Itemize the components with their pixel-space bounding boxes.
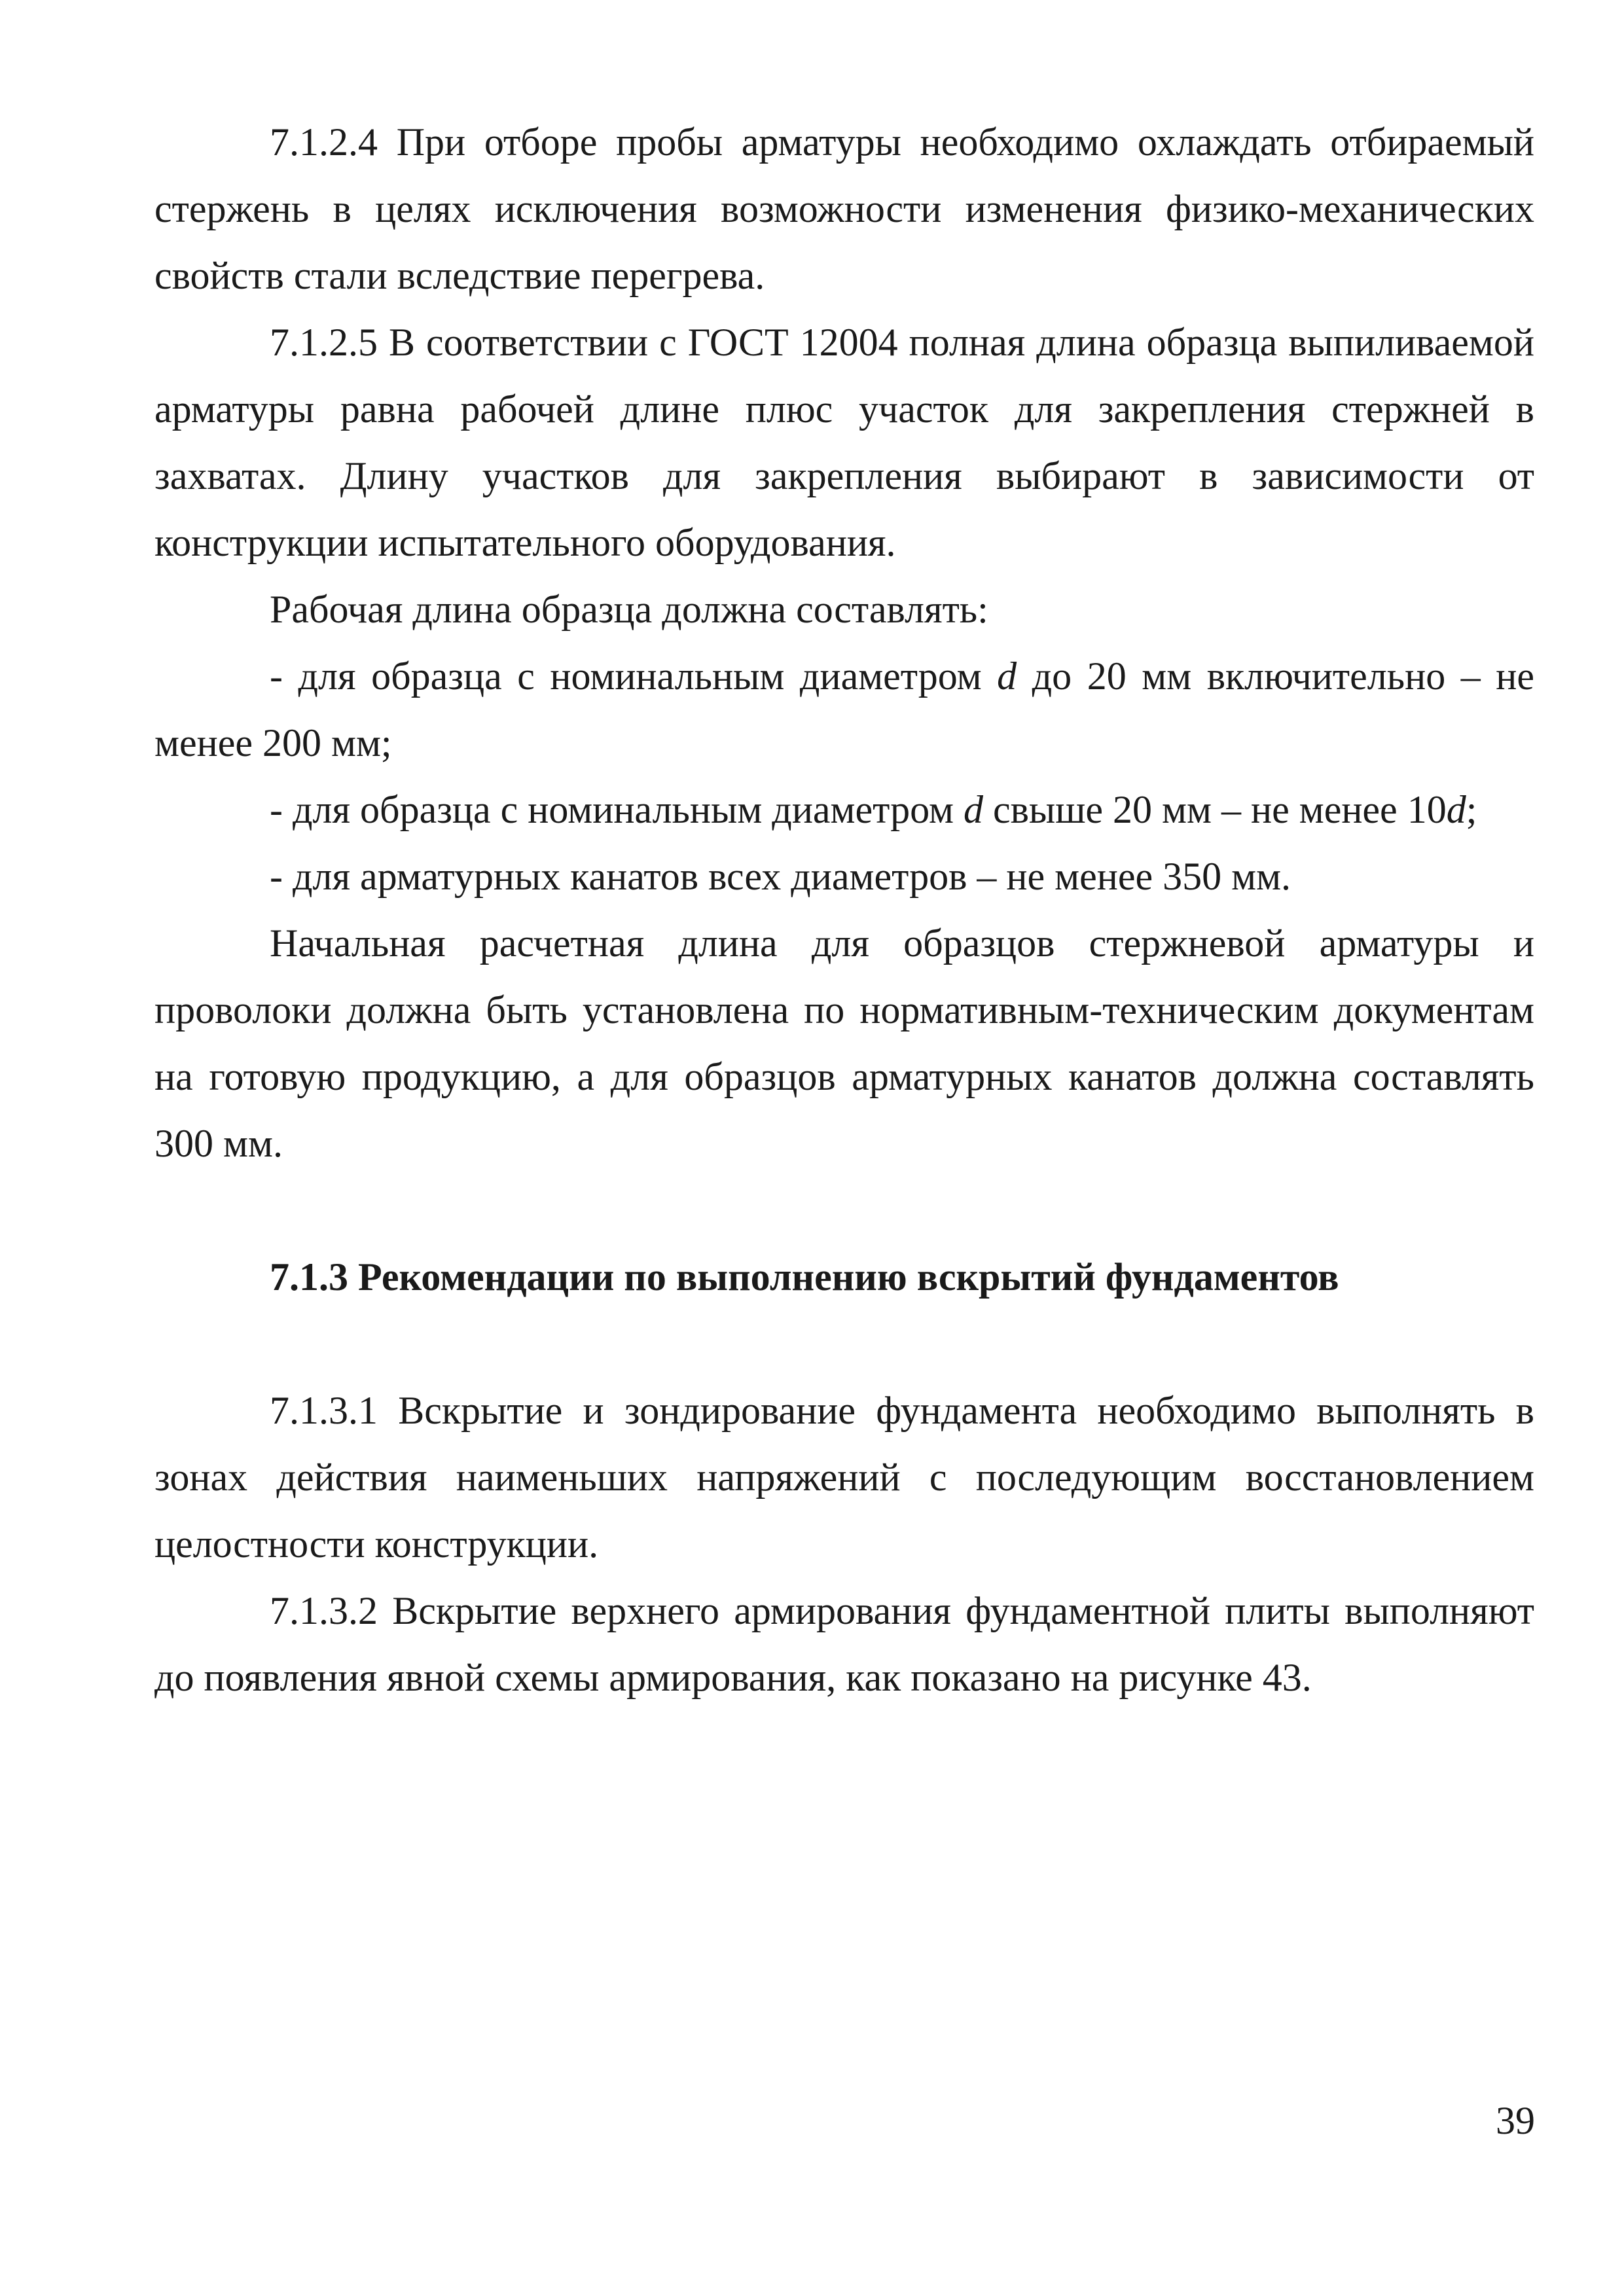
- list-item-2-text-c: ;: [1466, 788, 1477, 831]
- section-heading-7-1-3: 7.1.3 Рекомендации по выполнению вскрытий фундаментов: [270, 1255, 1339, 1299]
- paragraph-7-1-3-2: 7.1.3.2 Вскрытие верхнего армирования фундаментной плиты выполняют до появления явной схемы армирования, как показано на рисунке 43.: [154, 1589, 1534, 1699]
- paragraph-7-1-3-1: 7.1.3.1 Вскрытие и зондирование фундамента необходимо выполнять в зонах действия наименьших напряжений с последующим восстановлением целостности конструкции.: [154, 1389, 1534, 1566]
- paragraph-7-1-2-4: 7.1.2.4 При отборе пробы арматуры необходимо охлаждать отбираемый стержень в целях исключения возможности изменения физико-механических свойств стали вследствие перегрева.: [154, 120, 1534, 297]
- list-item-1-text-a: - для образца с номинальным диаметром: [270, 655, 998, 698]
- list-item-1-text-b: до 20 мм включительно – не менее 200 мм;: [154, 655, 1534, 764]
- work-length-intro: Рабочая длина образца должна составлять:: [270, 588, 988, 631]
- list-item-2-diameter-2: d: [1446, 788, 1466, 831]
- body-text: [154, 109, 1534, 1711]
- list-item-2-diameter: d: [963, 788, 983, 831]
- paragraph-initial-length: Начальная расчетная длина для образцов стержневой арматуры и проволоки должна быть установлена по нормативным-техническим документам на готовую продукцию, а для образцов арматурных канатов должна составлять 300 мм.: [154, 922, 1534, 1165]
- paragraph-7-1-2-5: 7.1.2.5 В соответствии с ГОСТ 12004 полная длина образца выпиливаемой арматуры равна рабочей длине плюс участок для закрепления стержней в захватах. Длину участков для закрепления выбирают в зависимости от конструкции испытательного оборудования.: [154, 321, 1534, 564]
- page-number: 39: [1496, 2099, 1535, 2142]
- list-item-2: [154, 776, 1534, 843]
- list-item-2-text-b: свыше 20 мм – не менее 10: [983, 788, 1447, 831]
- list-item-2-text-a: - для образца с номинальным диаметром: [270, 788, 964, 831]
- list-item-1: [154, 643, 1534, 776]
- list-item-3: - для арматурных канатов всех диаметров – не менее 350 мм.: [270, 855, 1291, 898]
- list-item-1-diameter: d: [997, 655, 1017, 698]
